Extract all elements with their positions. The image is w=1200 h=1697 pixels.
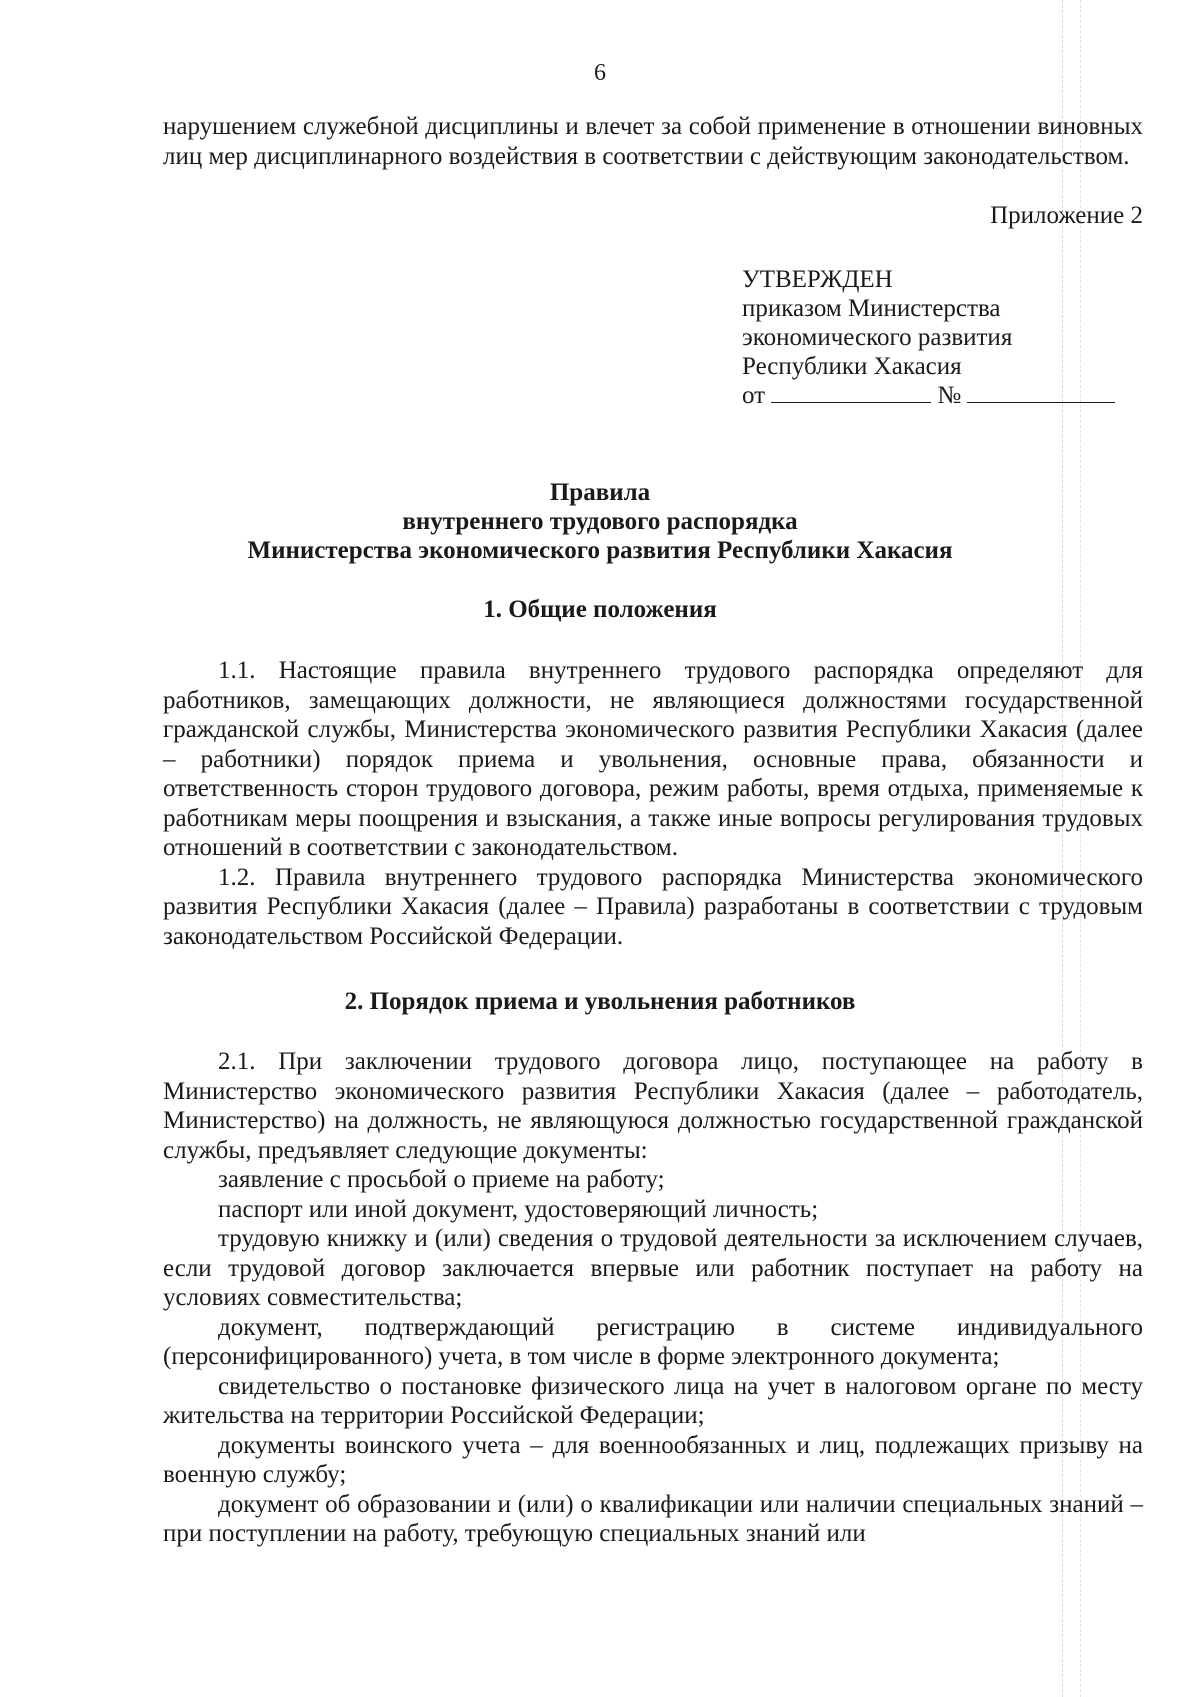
- list-item: паспорт или иной документ, удостоверяющий личность;: [218, 1195, 819, 1223]
- intro-paragraph: [163, 112, 1143, 171]
- date-prefix: от: [742, 382, 766, 409]
- appendix-label: Приложение 2: [990, 202, 1143, 229]
- date-blank-field: [771, 382, 931, 403]
- list-item: документы воинского учета – для военнообязанных и лиц, подлежащих призыву на военную службу;: [163, 1431, 1143, 1488]
- section-2-body: [163, 1047, 1143, 1549]
- number-sign: №: [937, 382, 962, 409]
- list-item: заявление с просьбой о приеме на работу;: [218, 1166, 665, 1193]
- section-heading: 2. Порядок приема и увольнения работников: [344, 988, 856, 1015]
- document-title: [0, 478, 1200, 565]
- list-item: документ, подтверждающий регистрацию в системе индивидуального (персонифицированного) учета, в том числе в форме электронного документа;: [163, 1313, 1143, 1370]
- paragraph: 2.1. При заключении трудового договора лицо, поступающее на работу в Министерство экономического развития Республики Хакасия (далее – работодатель, Министерство) на должность, не являющуюся должностью государственной гражданской службы, предъявляет следующие документы:: [163, 1048, 1143, 1164]
- list-item: трудовую книжку и (или) сведения о трудовой деятельности за исключением случаев, если трудовой договор заключается впервые или работник поступает на работу на условиях совместительства;: [163, 1225, 1143, 1311]
- approval-date-line: [742, 381, 1115, 410]
- approval-line: экономического развития: [742, 324, 1013, 351]
- approval-line: приказом Министерства: [742, 295, 1001, 322]
- number-blank-field: [967, 382, 1115, 403]
- intro-text: нарушением служебной дисциплины и влечет за собой применение в отношении виновных лиц мер дисциплинарного воздействия в соответствии с действующим законодательством.: [163, 113, 1143, 170]
- page-number: 6: [594, 60, 606, 86]
- approval-heading: УТВЕРЖДЕН: [742, 266, 893, 293]
- approval-line: Республики Хакасия: [742, 353, 962, 380]
- approval-stamp-block: [742, 265, 1115, 410]
- section-1-body: [163, 656, 1143, 951]
- paragraph: 1.1. Настоящие правила внутреннего трудового распорядка определяют для работников, замещающих должности, не являющиеся должностями государственной гражданской службы, Министерства экономического развития Республики Хакасия (далее – работники) порядок приема и увольнения, основные права, обязанности и ответственность сторон трудового договора, режим работы, время отдыха, применяемые к работникам меры поощрения и взыскания, а также иные вопросы регулирования трудовых отношений в соответствии с законодательством.: [163, 657, 1143, 861]
- section-heading: 1. Общие положения: [483, 596, 717, 623]
- list-item: документ об образовании и (или) о квалификации или наличии специальных знаний – при поступлении на работу, требующую специальных знаний или: [163, 1490, 1143, 1547]
- title-line: Правила: [549, 479, 651, 506]
- title-line: внутреннего трудового распорядка: [402, 508, 798, 535]
- paragraph: 1.2. Правила внутреннего трудового распорядка Министерства экономического развития Республики Хакасия (далее – Правила) разработаны в соответствии с трудовым законодательством Российской Федерации.: [163, 863, 1143, 950]
- title-line: Министерства экономического развития Республики Хакасия: [247, 537, 953, 564]
- list-item: свидетельство о постановке физического лица на учет в налоговом органе по месту жительства на территории Российской Федерации;: [163, 1372, 1143, 1429]
